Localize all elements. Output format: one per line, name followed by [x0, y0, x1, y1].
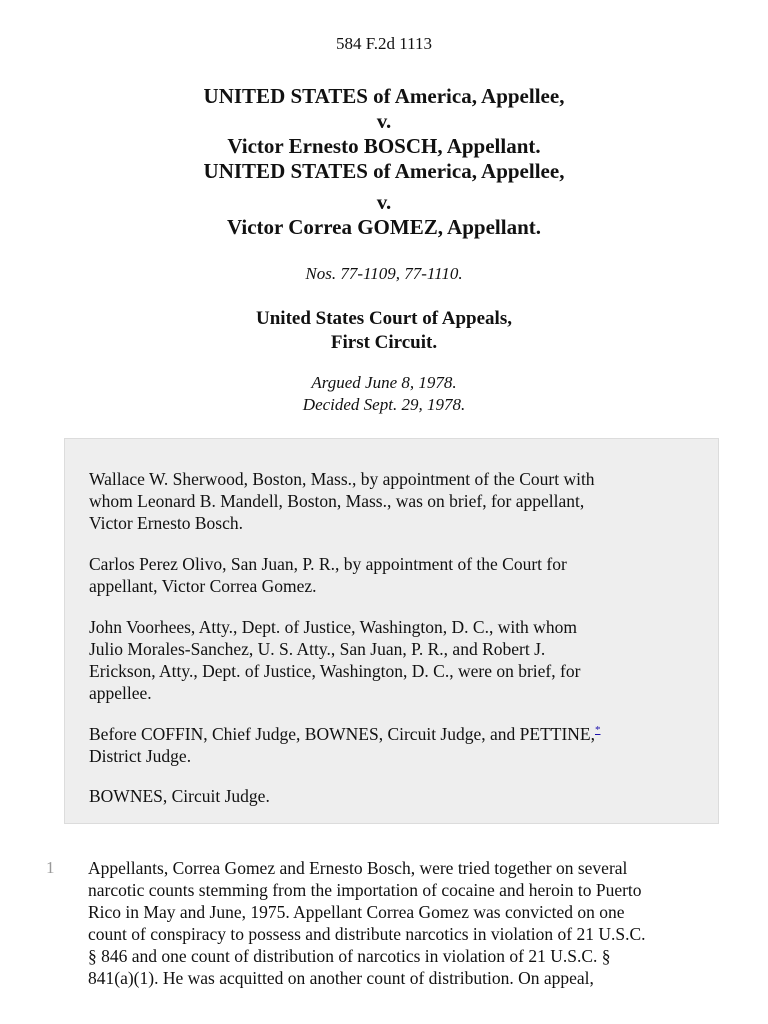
- title-line: v.: [376, 190, 392, 214]
- title-line: Victor Correa GOMEZ, Appellant.: [226, 215, 541, 239]
- counsel-paragraph: Carlos Perez Olivo, San Juan, P. R., by appointment of the Court for appellant, Victor Correa Gomez.: [89, 554, 567, 596]
- title-line: Victor Ernesto BOSCH, Appellant.: [227, 134, 541, 158]
- docket-numbers: Nos. 77-1109, 77-1110.: [305, 264, 463, 283]
- counsel-box: [64, 438, 719, 824]
- title-line: v.: [376, 109, 392, 133]
- panel-paragraph: [89, 723, 600, 767]
- case-title: [0, 84, 768, 240]
- opinion-paragraph: Appellants, Correa Gomez and Ernesto Bosch, were tried together on several narcotic counts stemming from the importation of cocaine and heroin to Puerto Rico in May and June, 1975. Appellant Correa Gomez was convicted on one count of conspiracy to possess and distribute narcotics in violation of 21 U.S.C. § 846 and one count of distribution of narcotics in violation of 21 U.S.C. § 841(a)(1). He was acquitted on another count of distribution. On appeal,: [88, 858, 646, 988]
- title-line: UNITED STATES of America, Appellee,: [203, 159, 565, 183]
- counsel-paragraph: John Voorhees, Atty., Dept. of Justice, Washington, D. C., with whom Julio Morales-Sanchez, U. S. Atty., San Juan, P. R., and Robert J. Erickson, Atty., Dept. of Justice, Washington, D. C., were on brief, for appellee.: [89, 617, 581, 703]
- court-line: United States Court of Appeals,: [256, 308, 512, 329]
- counsel-paragraph: Wallace W. Sherwood, Boston, Mass., by appointment of the Court with whom Leonard B. Mandell, Boston, Mass., was on brief, for appellant, Victor Ernesto Bosch.: [89, 469, 595, 533]
- panel-text: Before COFFIN, Chief Judge, BOWNES, Circuit Judge, and PETTINE,: [89, 724, 595, 744]
- citation: 584 F.2d 1113: [335, 34, 433, 53]
- title-line: UNITED STATES of America, Appellee,: [203, 84, 565, 108]
- paragraph-number: 1: [46, 858, 55, 877]
- decided-date: Decided Sept. 29, 1978.: [302, 395, 466, 414]
- court-line: First Circuit.: [330, 332, 438, 353]
- panel-text-cont: District Judge.: [89, 746, 192, 766]
- court-name: [0, 307, 768, 355]
- author-line: BOWNES, Circuit Judge.: [89, 786, 270, 806]
- argued-date: Argued June 8, 1978.: [311, 373, 457, 392]
- footnote-link[interactable]: *: [594, 724, 601, 737]
- case-dates: [0, 372, 768, 416]
